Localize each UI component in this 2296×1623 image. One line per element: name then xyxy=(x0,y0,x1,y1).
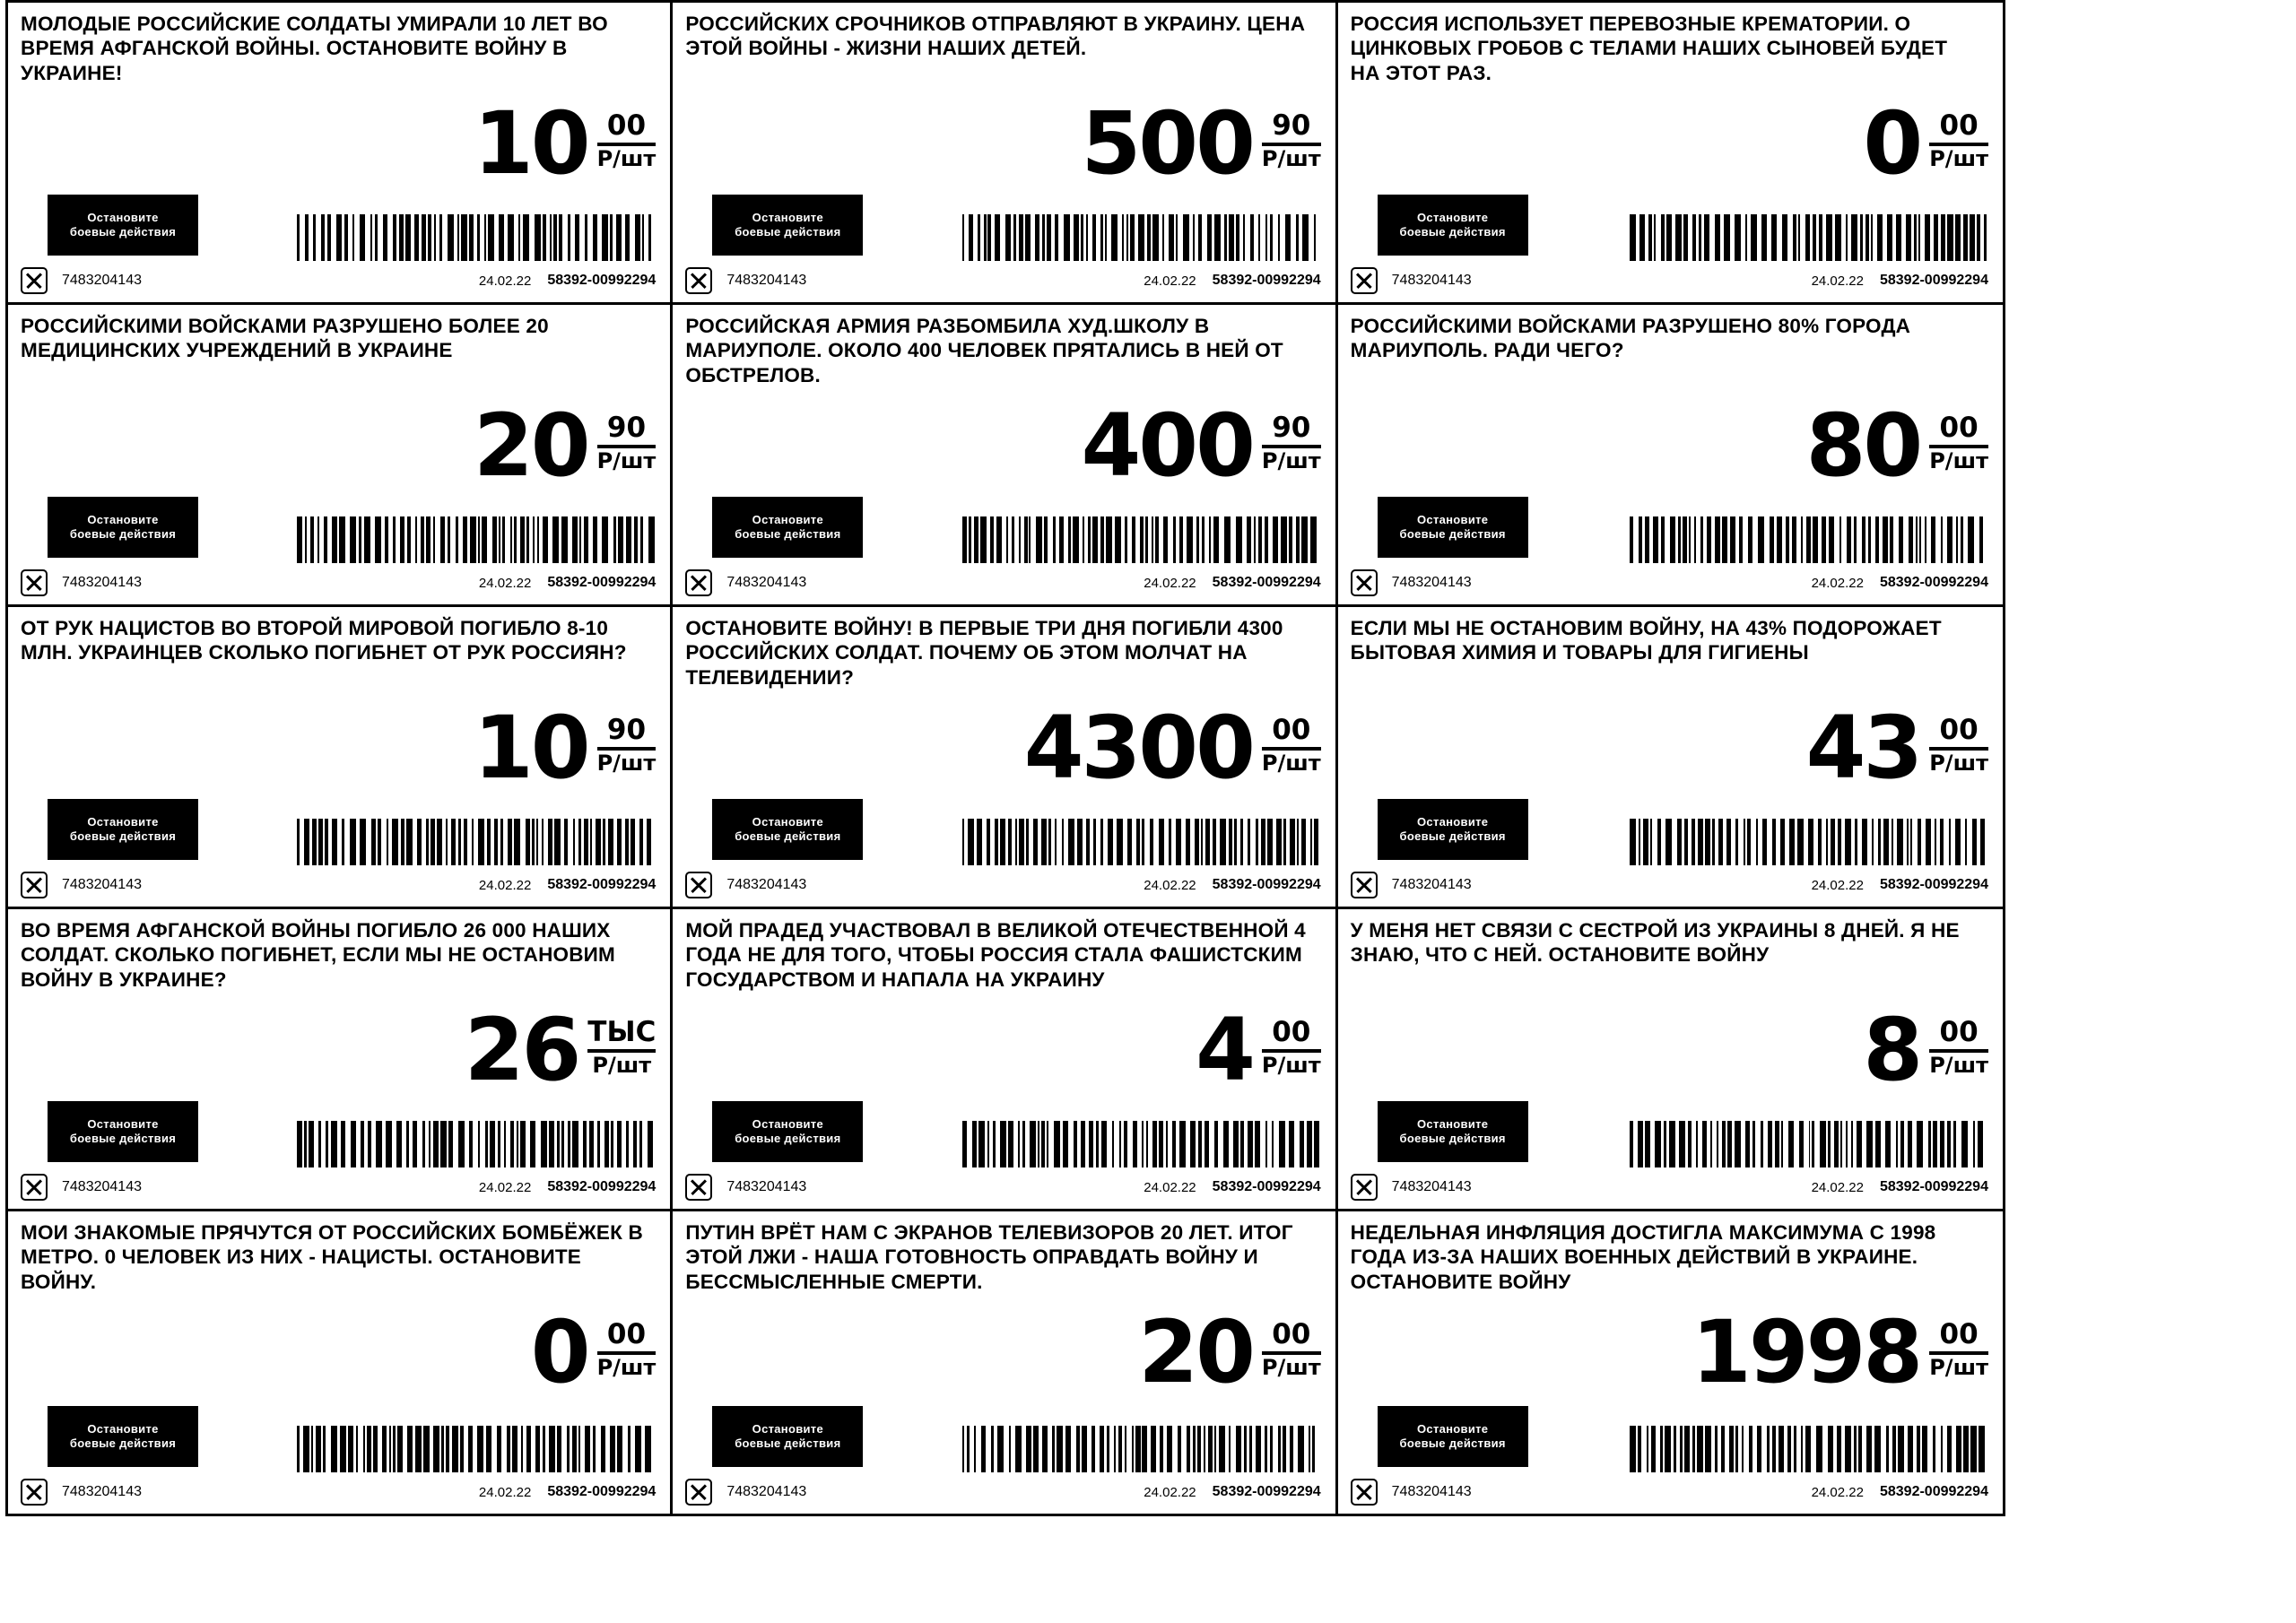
article-number: 7483204143 xyxy=(62,575,142,590)
close-x-icon xyxy=(1351,1174,1378,1201)
barcode-icon xyxy=(962,214,1321,261)
stamp-line-2: боевые действия xyxy=(1399,1132,1506,1145)
tag-code: 58392-00992294 xyxy=(547,575,657,590)
price-tag-headline: РОССИЙСКИХ СРОЧНИКОВ ОТПРАВЛЯЮТ В УКРАИНУ. ЦЕНА ЭТОЙ ВОЙНЫ - ЖИЗНИ НАШИХ ДЕТЕЙ. xyxy=(685,13,1306,60)
price-tag-headline: РОССИЙСКИМИ ВОЙСКАМИ РАЗРУШЕНО БОЛЕЕ 20 МЕДИЦИНСКИХ УЧРЕЖДЕНИЙ В УКРАИНЕ xyxy=(21,315,549,362)
price-tag-footer xyxy=(8,268,670,293)
article-number: 7483204143 xyxy=(726,877,807,892)
price-tag-footer xyxy=(673,872,1335,898)
price-tag-headline: ПУТИН ВРЁТ НАМ С ЭКРАНОВ ТЕЛЕВИЗОРОВ 20 ЛЕТ. ИТОГ ЭТОЙ ЛЖИ - НАША ГОТОВНОСТЬ ОПРАВДАТЬ ВОЙНУ И БЕССМЫСЛЕННЫЕ СМЕРТИ. xyxy=(685,1221,1293,1293)
close-x-icon xyxy=(685,267,712,294)
stamp-line-1: Остановите xyxy=(87,1116,159,1131)
article-number: 7483204143 xyxy=(726,1484,807,1499)
price-block xyxy=(1196,1000,1321,1100)
barcode-icon xyxy=(962,516,1321,563)
price-unit-label: Р/шт xyxy=(596,448,657,473)
barcode-icon xyxy=(297,516,656,563)
price-tag-15 xyxy=(1338,1211,2003,1514)
price-cents-value: 00 xyxy=(1272,1016,1311,1048)
barcode-bars xyxy=(962,516,1321,563)
price-unit-label: Р/шт xyxy=(596,146,657,171)
price-unit-label: Р/шт xyxy=(1929,751,1988,776)
barcode-bars xyxy=(297,1426,656,1472)
tag-date: 24.02.22 xyxy=(1144,1179,1196,1195)
price-unit-label: Р/шт xyxy=(1929,448,1988,473)
close-x-icon xyxy=(21,267,48,294)
price-tag-headline: У МЕНЯ НЕТ СВЯЗИ С СЕСТРОЙ ИЗ УКРАИНЫ 8 ДНЕЙ. Я НЕ ЗНАЮ, ЧТО С НЕЙ. ОСТАНОВИТЕ ВОЙНУ xyxy=(1350,919,1960,967)
price-tag-9 xyxy=(1338,607,2003,909)
price-unit-label: Р/шт xyxy=(596,751,657,776)
price-tag-footer xyxy=(673,570,1335,595)
price-block xyxy=(1081,93,1321,194)
tag-code: 58392-00992294 xyxy=(547,1179,657,1194)
price-unit-label: Р/шт xyxy=(1261,1053,1321,1078)
article-number: 7483204143 xyxy=(62,877,142,892)
price-main-value: 20 xyxy=(473,395,588,496)
stop-war-stamp xyxy=(48,1101,198,1162)
price-tag-4 xyxy=(8,305,673,607)
price-tag-footer xyxy=(1338,570,2003,595)
tag-code: 58392-00992294 xyxy=(1879,1484,1988,1499)
price-fraction-block xyxy=(1262,1015,1321,1076)
barcode-icon xyxy=(962,1121,1321,1167)
stamp-line-1: Остановите xyxy=(87,210,159,224)
barcode-bars xyxy=(297,1121,656,1167)
article-number: 7483204143 xyxy=(1391,877,1472,892)
barcode-icon xyxy=(1630,214,1988,261)
price-fraction-block xyxy=(1929,1317,1988,1378)
close-x-icon xyxy=(1351,267,1378,294)
price-tag-13 xyxy=(8,1211,673,1514)
barcode-bars xyxy=(297,516,656,563)
price-main-value: 1998 xyxy=(1692,1302,1921,1402)
stamp-line-2: боевые действия xyxy=(1399,829,1506,843)
price-block xyxy=(473,395,657,496)
barcode-bars xyxy=(1630,1426,1988,1472)
stamp-line-2: боевые действия xyxy=(69,527,177,541)
stamp-line-1: Остановите xyxy=(752,1421,823,1436)
barcode-icon xyxy=(962,1426,1321,1472)
stamp-line-1: Остановите xyxy=(1417,814,1489,829)
stamp-line-2: боевые действия xyxy=(69,225,177,239)
stamp-line-2: боевые действия xyxy=(735,829,841,843)
price-tag-headline: МОЙ ПРАДЕД УЧАСТВОВАЛ В ВЕЛИКОЙ ОТЕЧЕСТВЕННОЙ 4 ГОДА НЕ ДЛЯ ТОГО, ЧТОБЫ РОССИЯ СТАЛА ФАШИСТСКИМ ГОСУДАРСТВОМ И НАПАЛА НА УКРАИНУ xyxy=(685,919,1306,991)
close-x-icon xyxy=(685,872,712,898)
stamp-line-2: боевые действия xyxy=(735,1132,841,1145)
price-tag-footer xyxy=(1338,1175,2003,1200)
close-x-icon xyxy=(1351,872,1378,898)
price-tag-headline: ЕСЛИ МЫ НЕ ОСТАНОВИМ ВОЙНУ, НА 43% ПОДОРОЖАЕТ БЫТОВАЯ ХИМИЯ И ТОВАРЫ ДЛЯ ГИГИЕНЫ xyxy=(1350,617,1942,664)
stamp-line-1: Остановите xyxy=(87,512,159,526)
price-cents-value: 90 xyxy=(606,412,647,444)
tag-code: 58392-00992294 xyxy=(1212,877,1321,892)
price-block xyxy=(1138,1302,1321,1402)
price-tag-footer xyxy=(673,1480,1335,1505)
tag-date: 24.02.22 xyxy=(1811,273,1864,289)
price-fraction-block xyxy=(1262,713,1321,774)
stamp-line-1: Остановите xyxy=(87,1421,159,1436)
stamp-line-2: боевые действия xyxy=(69,1132,177,1145)
price-fraction-block xyxy=(1929,713,1988,774)
tag-date: 24.02.22 xyxy=(478,273,532,289)
tag-code: 58392-00992294 xyxy=(1879,575,1988,590)
barcode-bars xyxy=(1630,214,1988,261)
tag-date: 24.02.22 xyxy=(1811,1179,1864,1195)
price-cents-value: 00 xyxy=(1939,1318,1979,1350)
barcode-icon xyxy=(1630,1121,1988,1167)
stamp-line-1: Остановите xyxy=(1417,1421,1489,1436)
price-block xyxy=(530,1302,657,1402)
price-fraction-block xyxy=(597,713,657,774)
stamp-line-2: боевые действия xyxy=(69,1436,177,1450)
price-tag-3 xyxy=(1338,3,2003,305)
barcode-bars xyxy=(1630,516,1988,563)
price-tag-headline: ОСТАНОВИТЕ ВОЙНУ! В ПЕРВЫЕ ТРИ ДНЯ ПОГИБЛИ 4300 РОССИЙСКИХ СОЛДАТ. ПОЧЕМУ ОБ ЭТОМ МОЛЧАТ НА ТЕЛЕВИДЕНИИ? xyxy=(685,617,1283,689)
stamp-line-2: боевые действия xyxy=(735,1436,841,1450)
price-cents-value: 90 xyxy=(606,714,647,746)
price-tag-footer xyxy=(673,268,1335,293)
barcode-icon xyxy=(1630,1426,1988,1472)
price-tag-headline: НЕДЕЛЬНАЯ ИНФЛЯЦИЯ ДОСТИГЛА МАКСИМУМА С 1998 ГОДА ИЗ-ЗА НАШИХ ВОЕННЫХ ДЕЙСТВИЙ В УКРАИНЕ. ОСТАНОВИТЕ ВОЙНУ xyxy=(1350,1221,1936,1293)
price-tag-footer xyxy=(8,1480,670,1505)
stamp-line-2: боевые действия xyxy=(735,225,841,239)
tag-date: 24.02.22 xyxy=(1144,877,1196,893)
tag-date: 24.02.22 xyxy=(478,1484,532,1500)
price-main-value: 10 xyxy=(473,698,588,798)
price-main-value: 0 xyxy=(1863,93,1921,194)
tag-code: 58392-00992294 xyxy=(547,877,657,892)
price-cents-value: 90 xyxy=(1272,109,1311,142)
price-block xyxy=(1692,1302,1988,1402)
stop-war-stamp xyxy=(48,1406,198,1467)
price-block xyxy=(1023,698,1321,798)
price-tag-14 xyxy=(673,1211,1337,1514)
price-main-value: 10 xyxy=(473,93,588,194)
stamp-line-1: Остановите xyxy=(752,814,823,829)
stop-war-stamp xyxy=(48,195,198,256)
stop-war-stamp xyxy=(1378,1101,1528,1162)
price-unit-label: Р/шт xyxy=(1261,448,1321,473)
price-unit-label: Р/шт xyxy=(592,1053,652,1078)
price-tag-sheet xyxy=(5,0,2005,1516)
stamp-line-1: Остановите xyxy=(1417,512,1489,526)
tag-code: 58392-00992294 xyxy=(1212,575,1321,590)
price-fraction-block xyxy=(597,108,657,169)
price-tag-5 xyxy=(673,305,1337,607)
stamp-line-2: боевые действия xyxy=(1399,225,1506,239)
close-x-icon xyxy=(21,569,48,596)
tag-code: 58392-00992294 xyxy=(1879,1179,1988,1194)
tag-code: 58392-00992294 xyxy=(547,1484,657,1499)
price-tag-headline: ВО ВРЕМЯ АФГАНСКОЙ ВОЙНЫ ПОГИБЛО 26 000 НАШИХ СОЛДАТ. СКОЛЬКО ПОГИБНЕТ, ЕСЛИ МЫ НЕ ОСТАНОВИМ ВОЙНУ В УКРАИНЕ? xyxy=(21,919,615,991)
barcode-icon xyxy=(1630,819,1988,865)
article-number: 7483204143 xyxy=(1391,1484,1472,1499)
stop-war-stamp xyxy=(48,799,198,860)
price-fraction-block xyxy=(1262,1317,1321,1378)
price-fraction-block xyxy=(1929,411,1988,472)
tag-date: 24.02.22 xyxy=(1144,1484,1196,1500)
price-main-value: 0 xyxy=(530,1302,588,1402)
price-tag-footer xyxy=(8,1175,670,1200)
price-cents-value: 00 xyxy=(1939,714,1979,746)
price-unit-label: Р/шт xyxy=(1929,1053,1988,1078)
stop-war-stamp xyxy=(712,1101,863,1162)
price-main-value: 26 xyxy=(464,1000,579,1100)
article-number: 7483204143 xyxy=(726,575,807,590)
price-cents-value: 90 xyxy=(1272,412,1311,444)
price-fraction-block xyxy=(597,411,657,472)
price-fraction-block xyxy=(1929,1015,1988,1076)
price-block xyxy=(473,93,657,194)
price-fraction-block xyxy=(587,1015,656,1076)
barcode-bars xyxy=(297,214,656,261)
price-main-value: 80 xyxy=(1805,395,1921,496)
close-x-icon xyxy=(1351,1479,1378,1506)
tag-date: 24.02.22 xyxy=(478,575,532,591)
price-unit-label: Р/шт xyxy=(1929,146,1988,171)
price-unit-label: Р/шт xyxy=(1261,1355,1321,1380)
price-block xyxy=(1805,698,1988,798)
price-unit-label: Р/шт xyxy=(1261,146,1321,171)
stop-war-stamp xyxy=(1378,799,1528,860)
price-main-value: 20 xyxy=(1138,1302,1253,1402)
close-x-icon xyxy=(685,1174,712,1201)
close-x-icon xyxy=(21,872,48,898)
stop-war-stamp xyxy=(712,1406,863,1467)
article-number: 7483204143 xyxy=(62,1484,142,1499)
tag-date: 24.02.22 xyxy=(1811,575,1864,591)
close-x-icon xyxy=(685,569,712,596)
close-x-icon xyxy=(685,1479,712,1506)
barcode-bars xyxy=(1630,1121,1988,1167)
close-x-icon xyxy=(1351,569,1378,596)
tag-code: 58392-00992294 xyxy=(547,273,657,288)
article-number: 7483204143 xyxy=(62,273,142,288)
price-main-value: 4 xyxy=(1196,1000,1253,1100)
price-tag-footer xyxy=(8,570,670,595)
stamp-line-1: Остановите xyxy=(752,512,823,526)
price-tag-10 xyxy=(8,909,673,1211)
stamp-line-1: Остановите xyxy=(1417,210,1489,224)
price-tag-footer xyxy=(673,1175,1335,1200)
price-unit-label: Р/шт xyxy=(1929,1355,1988,1380)
price-tag-8 xyxy=(673,607,1337,909)
tag-date: 24.02.22 xyxy=(1144,273,1196,289)
price-tag-headline: РОССИЯ ИСПОЛЬЗУЕТ ПЕРЕВОЗНЫЕ КРЕМАТОРИИ. О ЦИНКОВЫХ ГРОБОВ С ТЕЛАМИ НАШИХ СЫНОВЕЙ БУДЕТ НА ЭТОТ РАЗ. xyxy=(1350,13,1948,84)
stop-war-stamp xyxy=(1378,195,1528,256)
price-tag-2 xyxy=(673,3,1337,305)
tag-date: 24.02.22 xyxy=(1144,575,1196,591)
stop-war-stamp xyxy=(1378,497,1528,558)
price-block xyxy=(1081,395,1321,496)
price-tag-1 xyxy=(8,3,673,305)
price-block xyxy=(473,698,657,798)
price-tag-headline: МОЛОДЫЕ РОССИЙСКИЕ СОЛДАТЫ УМИРАЛИ 10 ЛЕТ ВО ВРЕМЯ АФГАНСКОЙ ВОЙНЫ. ОСТАНОВИТЕ ВОЙНУ В УКРАИНЕ! xyxy=(21,13,608,84)
stamp-line-1: Остановите xyxy=(1417,1116,1489,1131)
tag-code: 58392-00992294 xyxy=(1212,273,1321,288)
price-block xyxy=(1863,1000,1988,1100)
tag-code: 58392-00992294 xyxy=(1879,273,1988,288)
barcode-icon xyxy=(297,1426,656,1472)
price-cents-value: 00 xyxy=(1939,109,1979,142)
price-main-value: 500 xyxy=(1081,93,1253,194)
stamp-line-2: боевые действия xyxy=(1399,1436,1506,1450)
barcode-bars xyxy=(962,1121,1321,1167)
barcode-bars xyxy=(1630,819,1988,865)
price-fraction-block xyxy=(1262,108,1321,169)
price-cents-value: 00 xyxy=(1939,1016,1979,1048)
price-tag-6 xyxy=(1338,305,2003,607)
article-number: 7483204143 xyxy=(62,1179,142,1194)
stamp-line-1: Остановите xyxy=(752,210,823,224)
stamp-line-1: Остановите xyxy=(87,814,159,829)
article-number: 7483204143 xyxy=(726,1179,807,1194)
price-main-value: 400 xyxy=(1081,395,1253,496)
price-cents-value: 00 xyxy=(606,109,647,142)
price-tag-headline: МОИ ЗНАКОМЫЕ ПРЯЧУТСЯ ОТ РОССИЙСКИХ БОМБЁЖЕК В МЕТРО. 0 ЧЕЛОВЕК ИЗ НИХ - НАЦИСТЫ. ОСТАНОВИТЕ ВОЙНУ. xyxy=(21,1221,643,1293)
stamp-line-2: боевые действия xyxy=(1399,527,1506,541)
price-tag-footer xyxy=(1338,1480,2003,1505)
price-block xyxy=(464,1000,657,1100)
price-tag-headline: ОТ РУК НАЦИСТОВ ВО ВТОРОЙ МИРОВОЙ ПОГИБЛО 8-10 МЛН. УКРАИНЦЕВ СКОЛЬКО ПОГИБНЕТ ОТ РУК РОССИЯН? xyxy=(21,617,627,664)
tag-date: 24.02.22 xyxy=(478,877,532,893)
price-tag-footer xyxy=(1338,872,2003,898)
price-tag-11 xyxy=(673,909,1337,1211)
price-fraction-block xyxy=(1929,108,1988,169)
close-x-icon xyxy=(21,1479,48,1506)
price-cents-value: ТЫС xyxy=(587,1016,657,1048)
barcode-bars xyxy=(297,819,656,865)
barcode-icon xyxy=(297,214,656,261)
article-number: 7483204143 xyxy=(1391,1179,1472,1194)
stop-war-stamp xyxy=(712,497,863,558)
barcode-icon xyxy=(297,1121,656,1167)
tag-code: 58392-00992294 xyxy=(1212,1179,1321,1194)
close-x-icon xyxy=(21,1174,48,1201)
price-unit-label: Р/шт xyxy=(596,1355,657,1380)
article-number: 7483204143 xyxy=(1391,575,1472,590)
barcode-icon xyxy=(962,819,1321,865)
price-tag-footer xyxy=(8,872,670,898)
price-main-value: 4300 xyxy=(1023,698,1253,798)
price-tag-headline: РОССИЙСКАЯ АРМИЯ РАЗБОМБИЛА ХУД.ШКОЛУ В МАРИУПОЛЕ. ОКОЛО 400 ЧЕЛОВЕК ПРЯТАЛИСЬ В НЕЙ ОТ ОБСТРЕЛОВ. xyxy=(685,315,1283,386)
price-main-value: 8 xyxy=(1863,1000,1921,1100)
barcode-icon xyxy=(1630,516,1988,563)
barcode-bars xyxy=(962,819,1321,865)
price-fraction-block xyxy=(597,1317,657,1378)
stop-war-stamp xyxy=(712,195,863,256)
stamp-line-2: боевые действия xyxy=(735,527,841,541)
tag-date: 24.02.22 xyxy=(1811,1484,1864,1500)
stamp-line-1: Остановите xyxy=(752,1116,823,1131)
tag-date: 24.02.22 xyxy=(1811,877,1864,893)
price-cents-value: 00 xyxy=(1272,714,1311,746)
price-cents-value: 00 xyxy=(1939,412,1979,444)
stop-war-stamp xyxy=(712,799,863,860)
barcode-icon xyxy=(297,819,656,865)
price-cents-value: 00 xyxy=(1272,1318,1311,1350)
price-tag-headline: РОССИЙСКИМИ ВОЙСКАМИ РАЗРУШЕНО 80% ГОРОДА МАРИУПОЛЬ. РАДИ ЧЕГО? xyxy=(1350,315,1911,362)
tag-code: 58392-00992294 xyxy=(1212,1484,1321,1499)
barcode-bars xyxy=(962,214,1321,261)
tag-code: 58392-00992294 xyxy=(1879,877,1988,892)
price-cents-value: 00 xyxy=(606,1318,647,1350)
article-number: 7483204143 xyxy=(726,273,807,288)
stamp-line-2: боевые действия xyxy=(69,829,177,843)
tag-date: 24.02.22 xyxy=(478,1179,532,1195)
barcode-bars xyxy=(962,1426,1321,1472)
article-number: 7483204143 xyxy=(1391,273,1472,288)
price-tag-12 xyxy=(1338,909,2003,1211)
price-main-value: 43 xyxy=(1805,698,1921,798)
price-tag-footer xyxy=(1338,268,2003,293)
price-block xyxy=(1863,93,1988,194)
stop-war-stamp xyxy=(1378,1406,1528,1467)
price-tag-7 xyxy=(8,607,673,909)
price-fraction-block xyxy=(1262,411,1321,472)
price-block xyxy=(1805,395,1988,496)
stop-war-stamp xyxy=(48,497,198,558)
price-unit-label: Р/шт xyxy=(1261,751,1321,776)
